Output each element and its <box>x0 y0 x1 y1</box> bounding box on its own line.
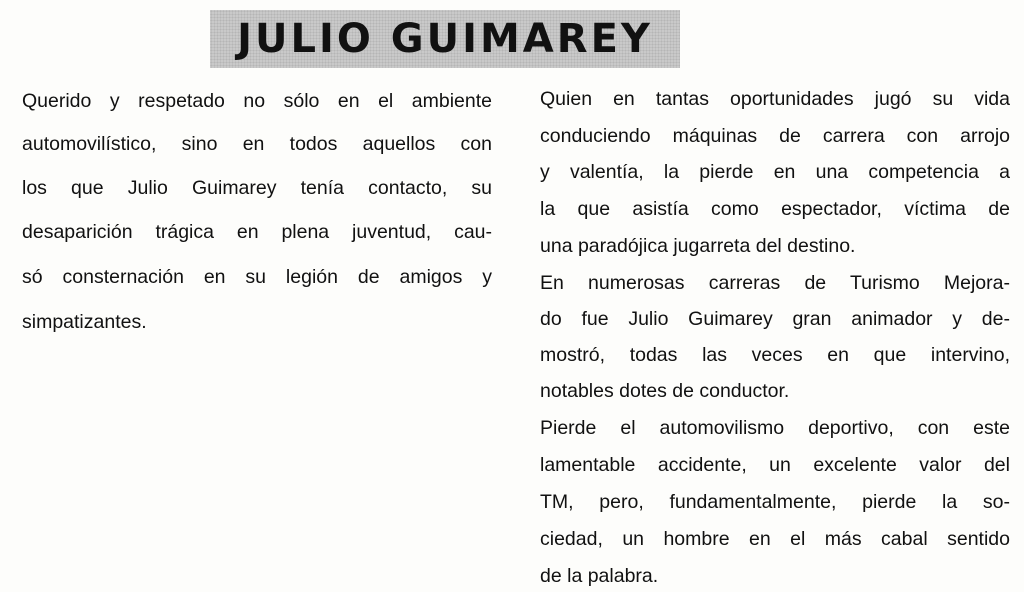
text-line: Querido y respetado no sólo en el ambiente <box>22 90 492 112</box>
text-line: desaparición trágica en plena juventud, cau- <box>22 221 492 243</box>
text-line: de la palabra. <box>540 565 659 587</box>
text-line: do fue Julio Guimarey gran animador y de- <box>540 308 1010 330</box>
article-title: JULIO GUIMAREY <box>237 16 653 62</box>
text-line: la que asistía como espectador, víctima de <box>540 198 1010 220</box>
text-line: só consternación en su legión de amigos y <box>22 266 492 288</box>
text-line: los que Julio Guimarey tenía contacto, su <box>22 177 492 199</box>
text-line: TM, pero, fundamentalmente, pierde la so- <box>540 491 1010 513</box>
text-line: simpatizantes. <box>22 311 147 333</box>
text-line: ciedad, un hombre en el más cabal sentido <box>540 528 1010 550</box>
text-line: Quien en tantas oportunidades jugó su vida <box>540 88 1010 110</box>
text-line: automovilístico, sino en todos aquellos con <box>22 133 492 155</box>
text-line: En numerosas carreras de Turismo Mejora- <box>540 272 1010 294</box>
text-line: lamentable accidente, un excelente valor del <box>540 454 1010 476</box>
title-banner <box>210 10 680 68</box>
text-line: Pierde el automovilismo deportivo, con este <box>540 417 1010 439</box>
text-line: notables dotes de conductor. <box>540 380 790 402</box>
text-line: una paradójica jugarreta del destino. <box>540 235 856 257</box>
text-line: conduciendo máquinas de carrera con arrojo <box>540 125 1010 147</box>
text-line: mostró, todas las veces en que intervino, <box>540 344 1010 366</box>
text-line: y valentía, la pierde en una competencia a <box>540 161 1010 183</box>
